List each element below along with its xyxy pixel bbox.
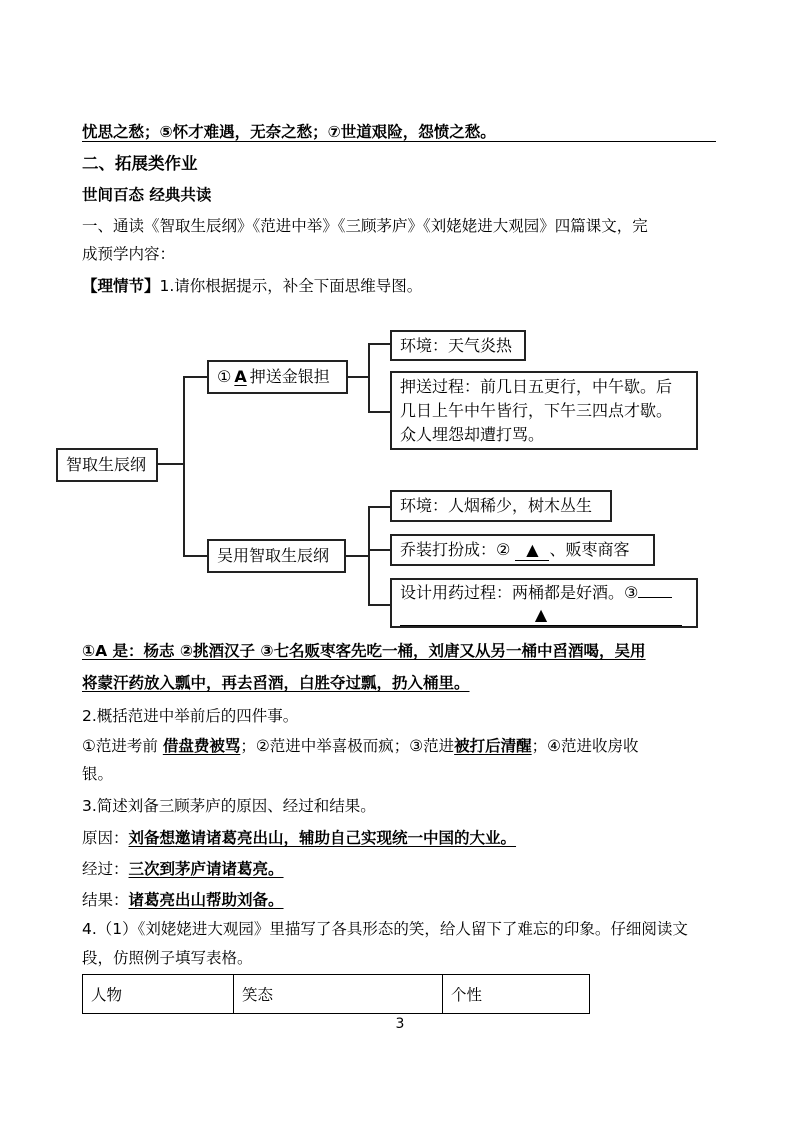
table-header-person: 人物	[83, 975, 234, 1014]
branch1-label: 押送金银担	[249, 367, 330, 386]
branch1-prefix: ①	[217, 367, 232, 386]
branch1-out-connector	[347, 376, 369, 378]
table-header-row	[83, 975, 590, 1014]
q3-result	[82, 889, 284, 911]
question-2-answer	[82, 735, 639, 757]
q2-part-2: ；②范进中举喜极而疯；③范进	[240, 737, 455, 755]
root-node: 智取生辰纲	[56, 448, 158, 482]
instruction-line-1: 一、通读《智取生辰纲》《范进中举》《三顾茅庐》《刘姥姥进大观园》四篇课文，完	[82, 217, 648, 235]
table-header-laugh: 笑态	[234, 975, 443, 1014]
question-4-line-2: 段，仿照例子填写表格。	[82, 949, 253, 967]
branch2-disguise-node	[390, 534, 655, 566]
instruction-line-2: 成预学内容：	[82, 245, 176, 263]
q3-result-answer: 诸葛亮出山帮助刘备。	[128, 891, 284, 909]
root-trunk	[183, 376, 185, 556]
laugh-table	[82, 974, 590, 1014]
branch1-env-connector	[368, 343, 390, 345]
branch2-plan-connector	[368, 604, 390, 606]
answer1-line-1: ①A 是：杨志 ②挑酒汉子 ③七名贩枣客先吃一桶，刘唐又从另一桶中舀酒喝，吴用	[82, 642, 646, 660]
q2-part-3: ；④范进收房收	[531, 737, 639, 755]
question-4-line-1: 4.（1）《刘姥姥进大观园》里描写了各具形态的笑，给人留下了难忘的印象。仔细阅读文	[82, 920, 688, 938]
disguise-suffix: 、贩枣商客	[549, 540, 630, 559]
q2-answer-1: 借盘费被骂	[162, 737, 241, 755]
branch2-trunk	[368, 506, 370, 605]
plan-blank	[638, 581, 672, 598]
branch2-connector	[183, 555, 207, 557]
branch1-env-node: 环境：天气炎热	[390, 330, 526, 361]
question-3: 3.简述刘备三顾茅庐的原因、经过和结果。	[82, 797, 376, 815]
disguise-prefix: 乔装打扮成：②	[400, 540, 516, 559]
q3-process	[82, 858, 284, 880]
q3-reason	[82, 827, 516, 849]
branch2-env-connector	[368, 506, 390, 508]
q2-part-1: ①范进考前	[82, 737, 163, 755]
section-heading: 二、拓展类作业	[82, 154, 198, 173]
branch2-out-connector	[345, 555, 369, 557]
branch2-plan-node	[390, 578, 698, 628]
sub-heading: 世间百态 经典共读	[82, 186, 212, 204]
task-1-text: 1.请你根据提示，补全下面思维导图。	[159, 277, 423, 295]
root-connector	[157, 463, 184, 465]
page-number: 3	[395, 1016, 405, 1032]
branch2-env-node: 环境：人烟稀少，树木丛生	[390, 490, 612, 522]
q3-process-label: 经过：	[82, 860, 129, 878]
q2-answer-2: 被打后清醒	[454, 737, 532, 755]
answer1-line-2: 将蒙汗药放入瓢中，再去舀酒，白胜夺过瓢，扔入桶里。	[82, 674, 470, 692]
top-rule	[82, 141, 716, 142]
branch2-node: 吴用智取生辰纲	[207, 539, 346, 573]
branch1-process-node	[390, 371, 698, 450]
table-header-personality: 个性	[443, 975, 590, 1014]
q3-reason-answer: 刘备想邀请诸葛亮出山，辅助自己实现统一中国的大业。	[128, 829, 517, 847]
branch2-disguise-connector	[368, 549, 390, 551]
plan-text: 设计用药过程：两桶都是好酒。③	[400, 583, 639, 602]
top-line: 忧思之愁；⑤怀才难遇，无奈之愁；⑦世道艰险，怨愤之愁。	[82, 123, 496, 141]
disguise-triangle-icon: ▲	[515, 540, 549, 561]
q3-result-label: 结果：	[82, 891, 129, 909]
branch1-node	[207, 360, 348, 394]
process-line-3: 众人埋怨却遭打骂。	[400, 425, 545, 444]
process-line-2: 几日上午中午皆行，下午三四点才歇。	[400, 401, 673, 420]
question-2-answer-cont: 银。	[82, 765, 114, 783]
process-line-1: 押送过程：前几日五更行，中午歇。后	[400, 377, 673, 396]
branch1-connector	[183, 376, 207, 378]
branch1-letter: A	[234, 367, 247, 386]
branch1-process-connector	[368, 411, 390, 413]
branch1-trunk	[368, 343, 370, 412]
question-2: 2.概括范进中举前后的四件事。	[82, 707, 299, 725]
plan-triangle-icon: ▲	[400, 605, 682, 626]
q3-reason-label: 原因：	[82, 829, 129, 847]
q3-process-answer: 三次到茅庐请诸葛亮。	[128, 860, 284, 878]
task-1	[82, 275, 422, 297]
task-1-bracket: 【理情节】	[82, 277, 160, 295]
